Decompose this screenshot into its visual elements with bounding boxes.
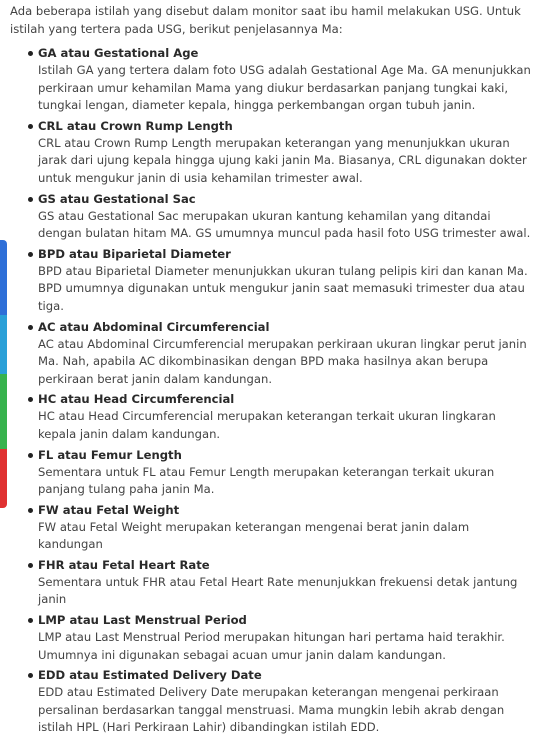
bullet-icon [28, 563, 33, 568]
bullet-icon [28, 673, 33, 678]
list-item [10, 117, 534, 188]
bullet-icon [28, 51, 33, 56]
list-item [10, 390, 534, 443]
bullet-icon [28, 197, 33, 202]
term-title: CRL atau Crown Rump Length [38, 118, 233, 133]
list-item [10, 245, 534, 316]
term-description: LMP atau Last Menstrual Period merupakan hitungan hari pertama haid terakhir. Umumnya ini digunakan sebagai acuan umur janin dalam kandungan. [38, 630, 505, 662]
term-title: GS atau Gestational Sac [38, 191, 196, 206]
bullet-icon [28, 397, 33, 402]
term-title: HC atau Head Circumferencial [38, 392, 235, 407]
article-content [10, 0, 534, 739]
term-description: Sementara untuk FL atau Femur Length merupakan keterangan terkait ukuran panjang tulang paha janin Ma. [38, 464, 495, 497]
term-title: EDD atau Estimated Delivery Date [38, 668, 262, 683]
intro-paragraph: Ada beberapa istilah yang disebut dalam monitor saat ibu hamil melakukan USG. Untuk istilah yang tertera pada USG, berikut penjelasannya Ma: [10, 4, 521, 36]
term-title: FW atau Fetal Weight [38, 502, 180, 517]
usg-terms-list [10, 44, 534, 737]
term-description: CRL atau Crown Rump Length merupakan keterangan yang menunjukkan ukuran jarak dari ujung kepala hingga ujung kaki janin Ma. Biasanya, CRL digunakan dokter untuk mengukur janin di usia kehamilan trimester awal. [38, 135, 527, 185]
bullet-icon [28, 325, 33, 330]
list-item [10, 611, 534, 664]
list-item [10, 556, 534, 609]
term-title: BPD atau Biparietal Diameter [38, 246, 231, 261]
bullet-icon [28, 252, 33, 257]
term-description: EDD atau Estimated Delivery Date merupakan keterangan mengenai perkiraan persalinan berdasarkan tanggal menstruasi. Mama mungkin lebih akrab dengan istilah HPL (Hari Perkiraan Lahir) dibandingkan istilah EDD. [38, 685, 505, 735]
bullet-icon [28, 124, 33, 129]
term-description: GS atau Gestational Sac merupakan ukuran kantung kehamilan yang ditandai dengan bulatan hitam MA. GS umumnya muncul pada hasil foto USG trimester awal. [38, 208, 531, 241]
term-title: GA atau Gestational Age [38, 46, 199, 60]
list-item [10, 44, 534, 115]
bullet-icon [28, 508, 33, 513]
list-item [10, 318, 534, 389]
side-color-strip [0, 240, 7, 508]
term-description: Sementara untuk FHR atau Fetal Heart Rate menunjukkan frekuensi detak jantung janin [38, 574, 518, 607]
bullet-icon [28, 618, 33, 623]
term-title: FHR atau Fetal Heart Rate [38, 557, 210, 572]
term-description: FW atau Fetal Weight merupakan keterangan mengenai berat janin dalam kandungan [38, 519, 470, 552]
term-description: HC atau Head Circumferencial merupakan keterangan terkait ukuran lingkaran kepala janin dalam kandungan. [38, 409, 496, 441]
bullet-icon [28, 453, 33, 458]
term-description: Istilah GA yang tertera dalam foto USG adalah Gestational Age Ma. GA menunjukkan perkiraan umur kehamilan Mama yang diukur berdasarkan panjang tungkai kaki, tungkai lengan, diameter kepala, hingga perkembangan organ tubuh janin. [38, 63, 531, 113]
term-title: LMP atau Last Menstrual Period [38, 613, 247, 628]
list-item [10, 446, 534, 499]
term-description: AC atau Abdominal Circumferencial merupakan perkiraan ukuran lingkar perut janin Ma. Nah, apabila AC dikombinasikan dengan BPD maka hasilnya akan berupa perkiraan berat janin dalam kandungan. [38, 336, 527, 386]
list-item [10, 190, 534, 243]
term-description: BPD atau Biparietal Diameter menunjukkan ukuran tulang pelipis kiri dan kanan Ma. BPD umumnya digunakan untuk mengukur janin saat memasuki trimester dua atau tiga. [38, 263, 528, 313]
term-title: AC atau Abdominal Circumferencial [38, 319, 270, 334]
term-title: FL atau Femur Length [38, 447, 182, 462]
list-item [10, 501, 534, 554]
